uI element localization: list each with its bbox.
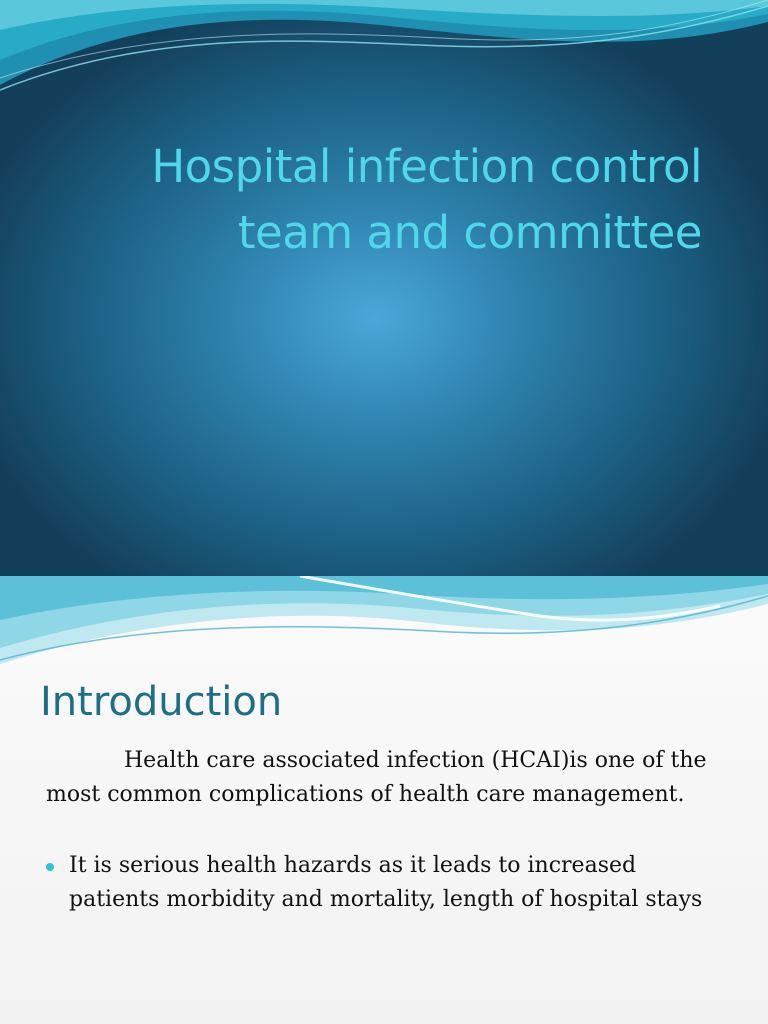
intro-paragraph: Health care associated infection (HCAI)is one of the most common complications of health care management.	[46, 748, 707, 807]
wave-decoration	[0, 0, 768, 110]
list-item	[46, 849, 726, 917]
bullet-list	[46, 849, 726, 917]
section-heading: Introduction	[40, 679, 283, 725]
bullet-icon	[46, 863, 54, 871]
wave-decoration	[0, 576, 768, 672]
title-line-2: team and committee	[237, 206, 702, 259]
title-line-1: Hospital infection control	[151, 140, 702, 193]
slide-title	[2, 134, 702, 266]
bullet-text: It is serious health hazards as it leads to increased patients morbidity and mortality, length of hospital stays	[69, 853, 703, 912]
